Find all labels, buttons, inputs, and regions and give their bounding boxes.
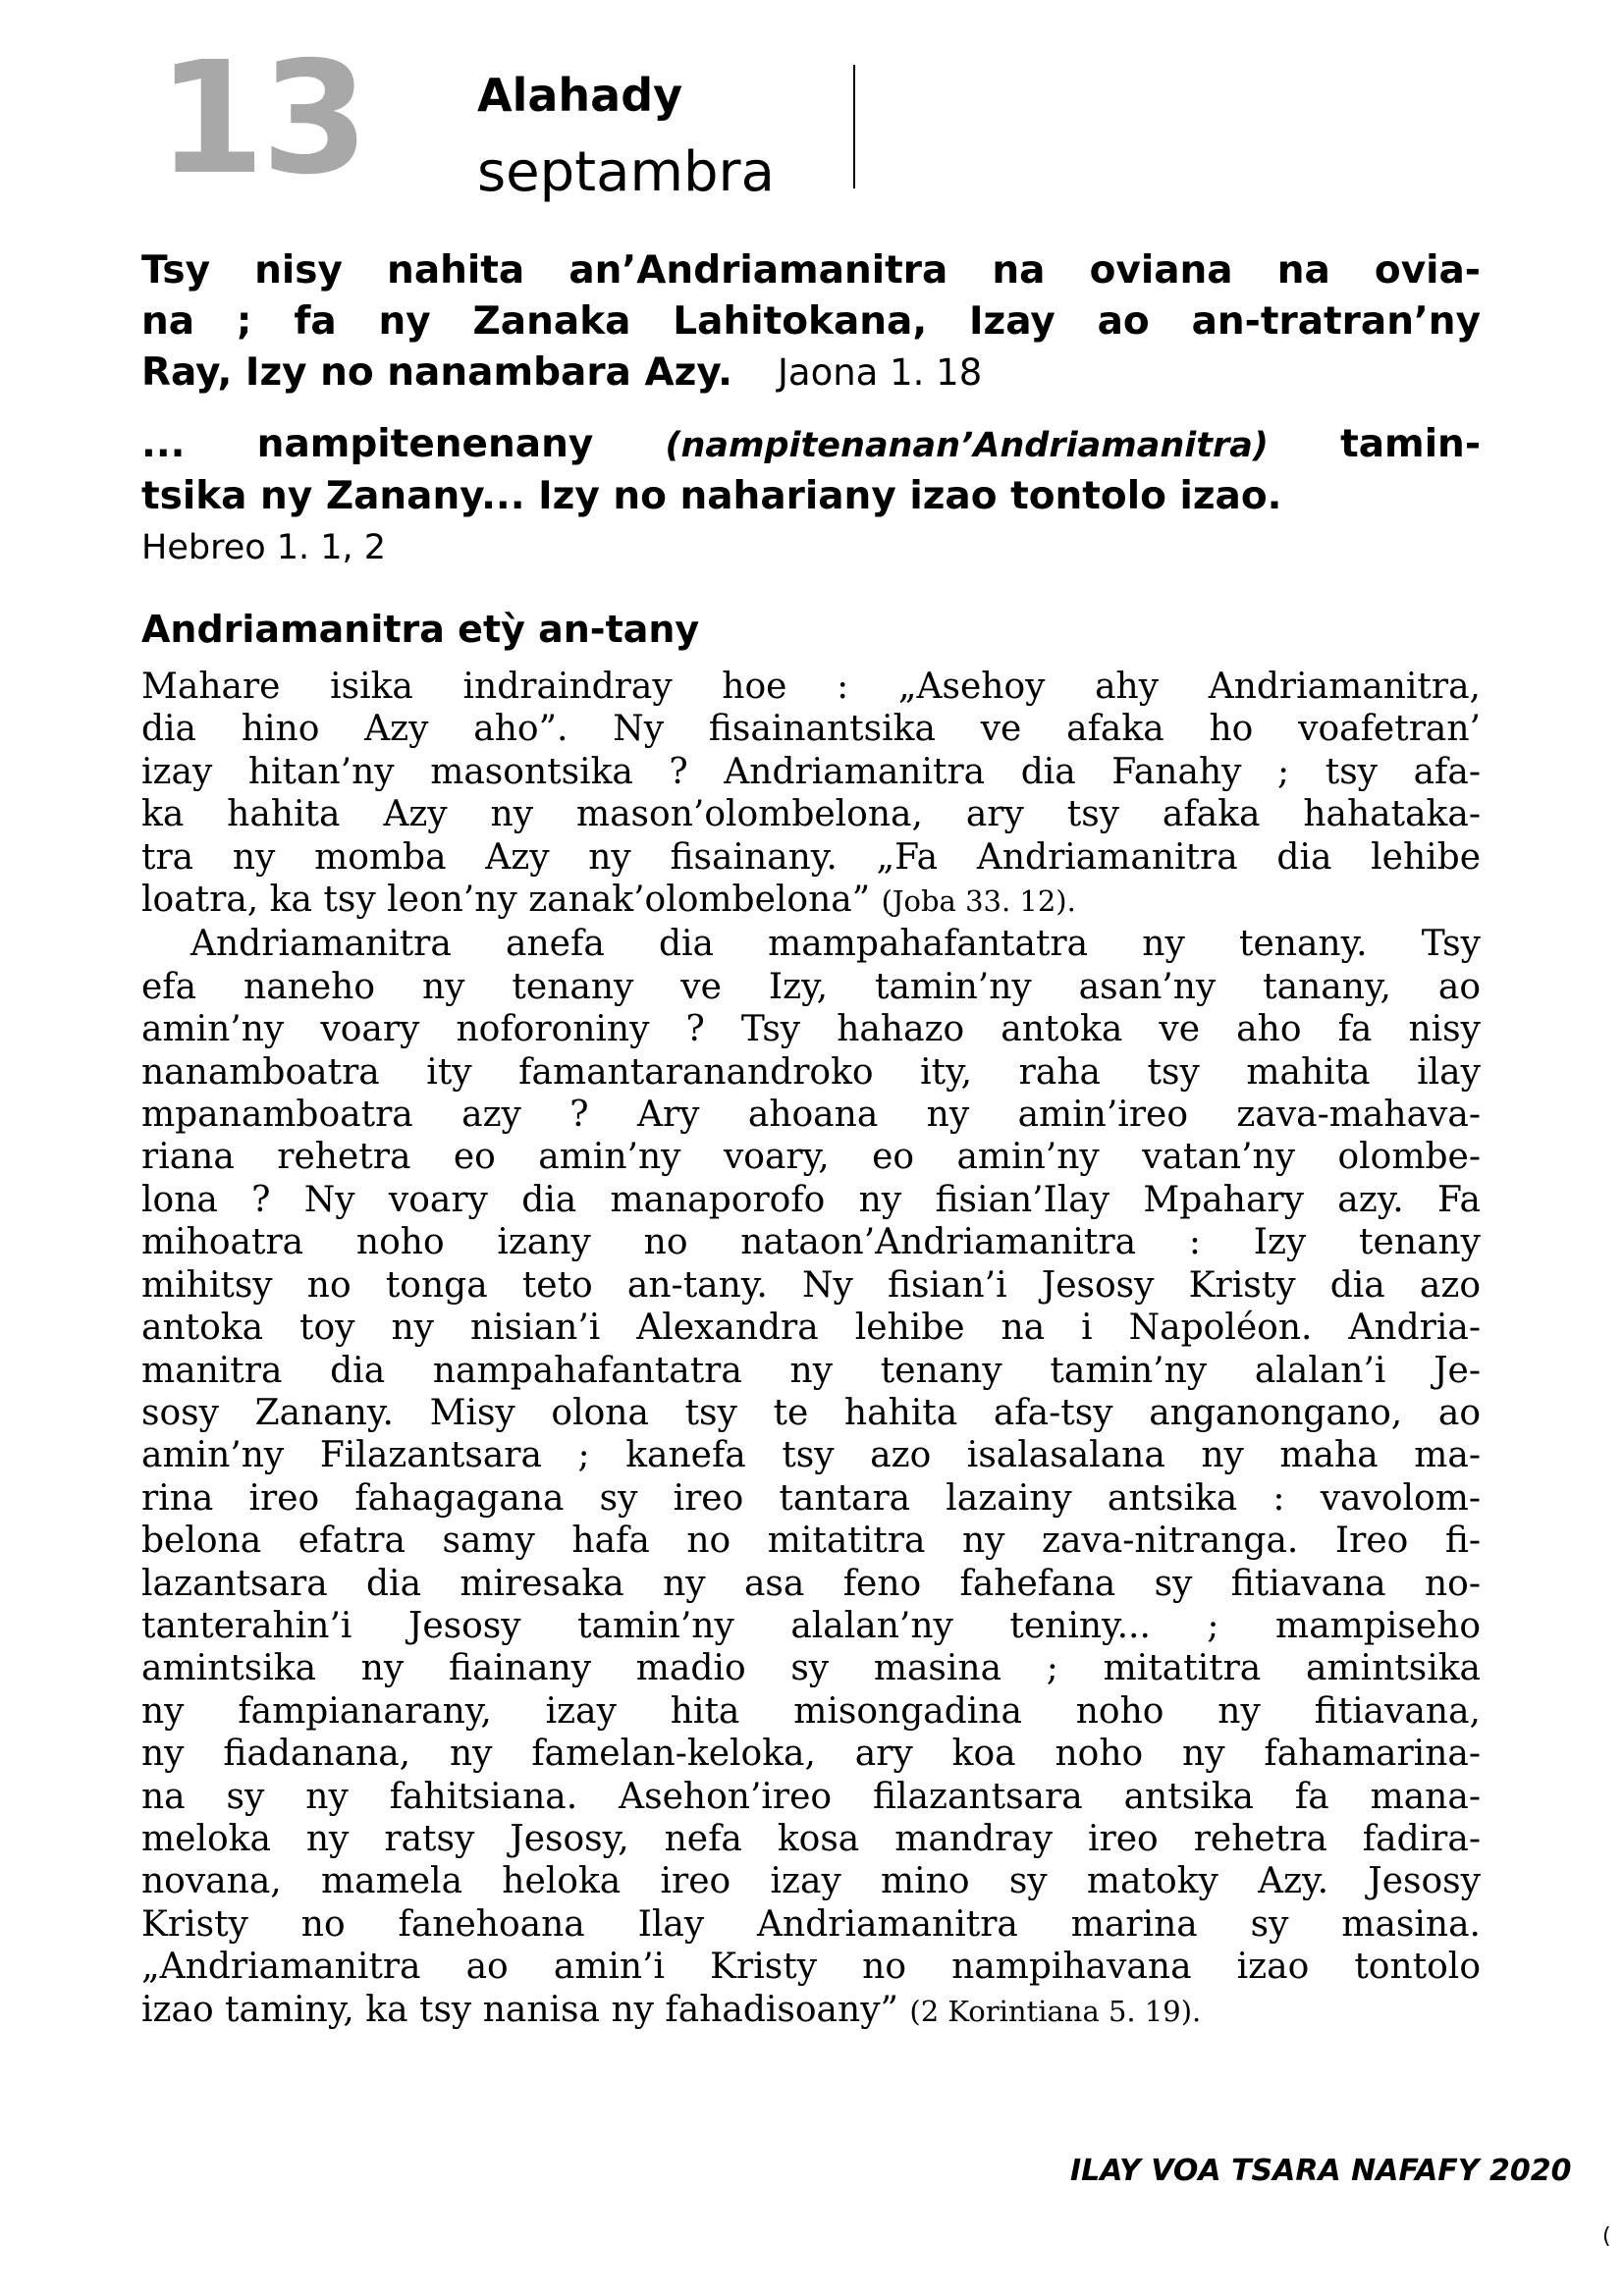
body-line: ka hahita Azy ny mason’olombelona, ary tsy afaka hahataka- [141,794,1481,835]
verse-line: Tsy nisy nahita an’Andriamanitra na oviana na ovia- [141,248,1481,293]
body-line: lona ? Ny voary dia manaporofo ny fisian’Ilay Mpahary azy. Fa [141,1179,1481,1220]
body-line: ny fampianarany, izay hita misongadina noho ny fitiavana, [141,1690,1481,1732]
verse-line: tsika ny Zanany... Izy no nahariany izao tontolo izao. [141,474,1282,518]
body-line [141,1989,1481,2033]
body-line: mihoatra noho izany no nataon’Andriamanitra : Izy tenany [141,1222,1481,1263]
month: septambra [477,140,775,204]
body-line: nanamboatra ity famantaranandroko ity, raha tsy mahita ilay [141,1051,1481,1093]
verse-line [141,419,1481,471]
verse-line: na ; fa ny Zanaka Lahitokana, Izay ao an-tratran’ny [141,299,1481,344]
body-line: Kristy no fanehoana Ilay Andriamanitra marina sy masina. [141,1903,1481,1945]
verse-primary [141,245,1481,399]
body-line: tra ny momba Azy ny fisainany. „Fa Andriamanitra dia lehibe [141,836,1481,878]
body-line: dia hino Azy aho”. Ny fisainantsika ve afaka ho voafetran’ [141,709,1481,750]
day-number: 13 [157,28,365,209]
body-line: riana rehetra eo amin’ny voary, eo amin’ny vatan’ny olombe- [141,1137,1481,1178]
body-line: sosy Zanany. Misy olona tsy te hahita afa-tsy anganongano, ao [141,1392,1481,1433]
body-line: mihitsy no tonga teto an-tany. Ny fisian’i Jesosy Kristy dia azo [141,1264,1481,1306]
verse-secondary [141,419,1481,569]
body-line: belona efatra samy hafa no mitatitra ny zava-nitranga. Ireo fi- [141,1521,1481,1562]
body-line: lazantsara dia miresaka ny asa feno fahefana sy fitiavana no- [141,1563,1481,1604]
publication-footer: ILAY VOA TSARA NAFAFY 2020 [1070,2154,1572,2188]
scripture-reference: (Joba 33. 12). [881,884,1076,919]
scripture-reference: (2 Korintiana 5. 19). [909,1994,1202,2028]
body-line-text: izao taminy, ka tsy nanisa ny fahadisoany” [141,1989,898,2030]
body-line-text: loatra, ka tsy leon’ny zanak’olombelona” [141,880,871,921]
body-line: ny fiadanana, ny famelan-keloka, ary koa noho ny fahamarina- [141,1734,1481,1775]
page-edge-mark: ( [1602,2224,1611,2249]
body-line: antoka toy ny nisian’i Alexandra lehibe na i Napoléon. Andria- [141,1308,1481,1349]
weekday: Alahady [477,69,683,122]
body-line [141,879,1481,923]
body-line: amintsika ny fiainany madio sy masina ; mitatitra amintsika [141,1648,1481,1689]
body-line: „Andriamanitra ao amin’i Kristy no nampihavana izao tontolo [141,1947,1481,1988]
verse-line [141,347,1481,399]
body-line: tanterahin’i Jesosy tamin’ny alalan’ny teniny... ; mampiseho [141,1605,1481,1646]
verse-line-text: Ray, Izy no nanambara Azy. [141,350,732,395]
body-line: manitra dia nampahafantatra ny tenany tamin’ny alalan’i Je- [141,1350,1481,1391]
body-line: novana, mamela heloka ireo izay mino sy matoky Azy. Jesosy [141,1861,1481,1902]
verse-text: ... nampitenenany [141,422,594,466]
body-line: izay hitan’ny masontsika ? Andriamanitra dia Fanahy ; tsy afa- [141,751,1481,792]
body-line: amin’ny Filazantsara ; kanefa tsy azo isalasalana ny maha ma- [141,1435,1481,1476]
body-line: Mahare isika indraindray hoe : „Asehoy ahy Andriamanitra, [141,667,1481,707]
verse-reference: Hebreo 1. 1, 2 [141,528,387,567]
verse-reference: Jaona 1. 18 [778,351,983,394]
section-title: Andriamanitra etỳ an-tany [141,608,700,651]
verse-text: tamin- [1340,422,1482,466]
header-divider [853,65,855,188]
body-line: mpanamboatra azy ? Ary ahoana ny amin’ireo zava-mahava- [141,1095,1481,1136]
body-line: amin’ny voary noforoniny ? Tsy hahazo antoka ve aho fa nisy [141,1009,1481,1050]
body-line: na sy ny fahitsiana. Asehon’ireo filazantsara antsika fa mana- [141,1776,1481,1817]
body-line: efa naneho ny tenany ve Izy, tamin’ny asan’ny tanany, ao [141,966,1481,1007]
verse-parenthetical: (nampitenanan’Andriamanitra) [665,426,1269,465]
body-line: Andriamanitra anefa dia mampahafantatra ny tenany. Tsy [190,924,1481,965]
body-line: rina ireo fahagagana sy ireo tantara lazainy antsika : vavolom- [141,1477,1481,1519]
body-text [141,666,1481,2033]
body-line: meloka ny ratsy Jesosy, nefa kosa mandray ireo rehetra fadira- [141,1818,1481,1859]
